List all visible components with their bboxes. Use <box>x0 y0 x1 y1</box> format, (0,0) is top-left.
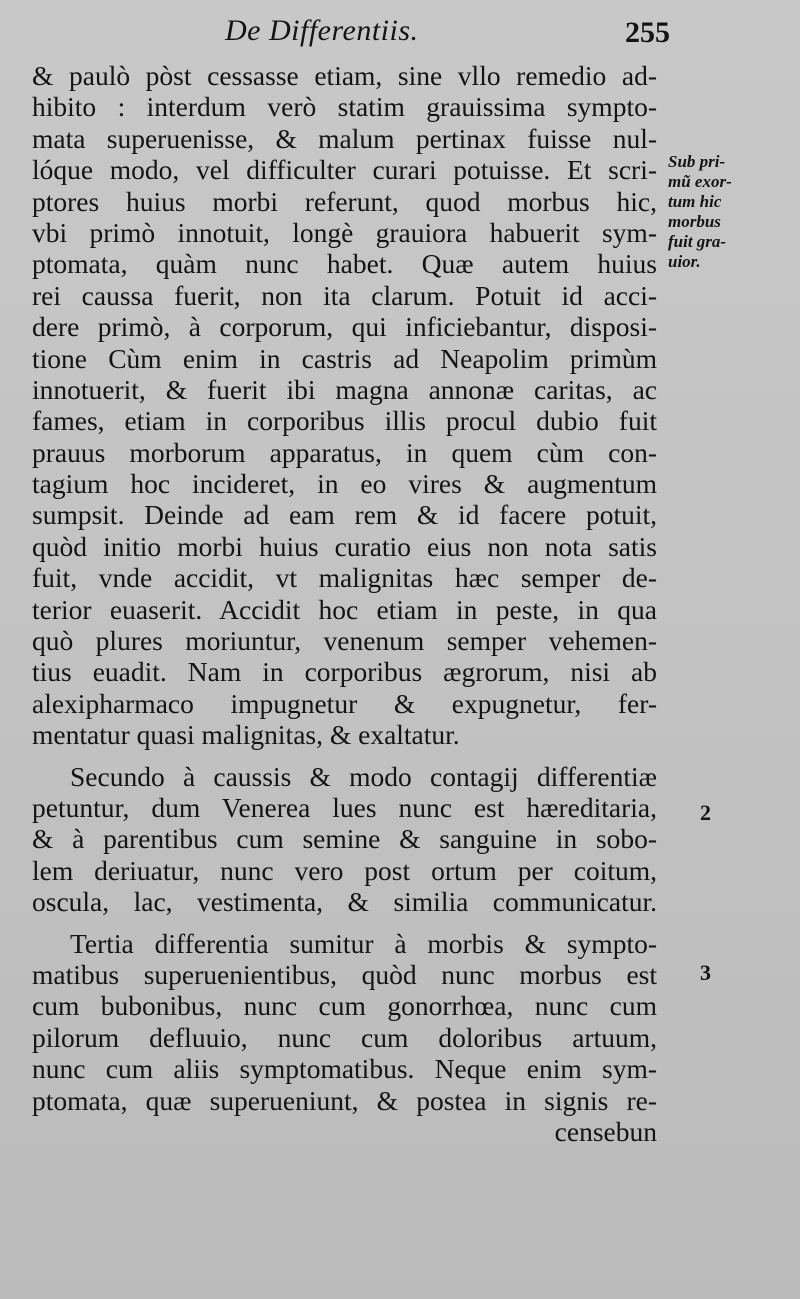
text-line: innotuerit, & fuerit ibi magna annonæ caritas, ac <box>32 373 657 405</box>
text-line: matibus superuenientibus, quòd nunc morbus est <box>32 958 657 990</box>
marginal-note-line: morbus <box>668 212 721 231</box>
catchword: censebun <box>554 1115 657 1147</box>
marginal-note-line: mũ exor- <box>668 172 732 191</box>
body-text <box>32 60 657 1147</box>
marginal-number: 2 <box>700 800 711 825</box>
text-line: oscula, lac, vestimenta, & similia communicatur. <box>32 886 657 918</box>
text-line: mentatur quasi malignitas, & exaltatur. <box>32 719 460 751</box>
marginal-note-line: fuit gra- <box>668 232 727 251</box>
text-line: fuit, vnde accidit, vt malignitas hæc semper de- <box>32 562 657 594</box>
text-line: quò plures moriuntur, venenum semper vehemen- <box>32 625 657 657</box>
text-line: tione Cùm enim in castris ad Neapolim primùm <box>32 342 657 374</box>
text-line: & à parentibus cum semine & sanguine in sobo- <box>32 823 657 855</box>
text-line: prauus morborum apparatus, in quem cùm con- <box>32 436 657 468</box>
paragraph-start-line: Tertia differentia sumitur à morbis & sympto- <box>70 927 657 959</box>
text-line: ptores huius morbi referunt, quod morbus hic, <box>32 185 657 217</box>
text-line: ptomata, quæ superueniunt, & postea in signis re- <box>32 1084 657 1116</box>
text-line: quòd initio morbi huius curatio eius non nota satis <box>32 530 657 562</box>
marginal-note <box>668 152 778 272</box>
paragraph-start-line: Secundo à caussis & modo contagij differentiæ <box>70 760 657 792</box>
text-line: lóque modo, vel difficulter curari potuisse. Et scri- <box>32 154 657 186</box>
text-line: mata superuenisse, & malum pertinax fuisse nul- <box>32 122 657 154</box>
text-line: ptomata, quàm nunc habet. Quæ autem huius <box>32 248 657 280</box>
text-line: cum bubonibus, nunc cum gonorrhœa, nunc cum <box>32 990 657 1022</box>
text-line: lem deriuatur, nunc vero post ortum per coitum, <box>32 854 657 886</box>
text-line: vbi primò innotuit, longè grauiora habuerit sym- <box>32 216 657 248</box>
running-title: De Differentiis. <box>225 14 419 47</box>
text-line: fames, etiam in corporibus illis procul dubio fuit <box>32 405 657 437</box>
text-line: alexipharmaco impugnetur & expugnetur, fer- <box>32 687 657 719</box>
text-line: terior euaserit. Accidit hoc etiam in peste, in qua <box>32 593 657 625</box>
page-number: 255 <box>625 16 670 49</box>
text-line: nunc cum aliis symptomatibus. Neque enim sym- <box>32 1053 657 1085</box>
text-line: pilorum defluuio, nunc cum doloribus artuum, <box>32 1021 657 1053</box>
text-line: hibito : interdum verò statim grauissima sympto- <box>32 91 657 123</box>
text-line: rei caussa fuerit, non ita clarum. Potuit id acci- <box>32 279 657 311</box>
text-line: petuntur, dum Venerea lues nunc est hæreditaria, <box>32 791 657 823</box>
text-line: dere primò, à corporum, qui inficiebantur, disposi- <box>32 311 657 343</box>
text-line: & paulò pòst cessasse etiam, sine vllo remedio ad- <box>32 60 657 91</box>
marginal-note-line: tum hic <box>668 192 722 211</box>
marginal-note-line: uior. <box>668 252 701 271</box>
running-header <box>30 14 670 54</box>
marginal-note-line: Sub pri- <box>668 152 726 171</box>
text-line: tagium hoc incideret, in eo vires & augmentum <box>32 468 657 500</box>
marginal-number: 3 <box>700 960 711 985</box>
text-line: tius euadit. Nam in corporibus ægrorum, nisi ab <box>32 656 657 688</box>
text-line: sumpsit. Deinde ad eam rem & id facere potuit, <box>32 499 657 531</box>
